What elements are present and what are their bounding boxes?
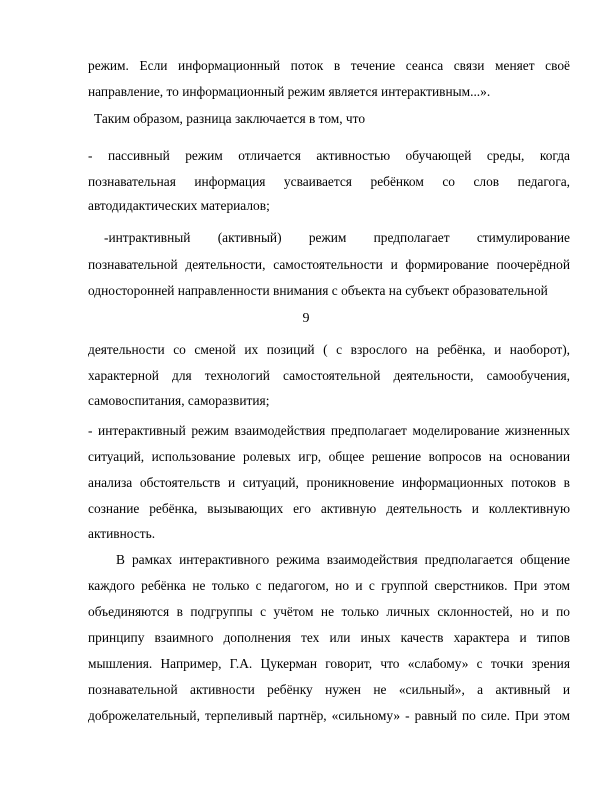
text-line: доброжелательный, терпеливый партнёр, «сильному» - равный по силе. При этом — [88, 708, 570, 723]
text-line: односторонней направленности внимания с объекта на субъект образовательной — [88, 283, 548, 298]
text-line: режим. Если информационный поток в течение сеанса связи меняет своё — [88, 58, 570, 73]
text-line: характерной для технологий самостоятельной деятельности, самообучения, — [88, 368, 570, 383]
text-line: анализа обстоятельств и ситуаций, проникновение информационных потоков в — [88, 475, 570, 490]
text-line: Таким образом, разница заключается в том, что — [94, 111, 366, 126]
text-line: -интрактивный (активный) режим предполагает стимулирование — [104, 230, 570, 245]
text-line: объединяются в подгруппы с учётом не только личных склонностей, но и по — [88, 604, 570, 619]
text-line: каждого ребёнка не только с педагогом, но и с группой сверстников. При этом — [88, 578, 570, 593]
text-line: деятельности со сменой их позиций ( с взрослого на ребёнка, и наоборот), — [88, 342, 570, 357]
page-number: 9 — [302, 311, 310, 326]
text-line: мышления. Например, Г.А. Цукерман говорит, что «слабому» с точки зрения — [88, 656, 570, 671]
text-line: познавательной деятельности, самостоятельности и формирование поочерёдной — [88, 257, 570, 272]
text-line: самовоспитания, саморазвития; — [88, 393, 270, 408]
text-line: принципу взаимного дополнения тех или иных качеств характера и типов — [88, 630, 570, 645]
text-line: автодидактических материалов; — [88, 198, 270, 213]
text-line: активность. — [88, 526, 156, 541]
text-line: познавательной активности ребёнку нужен не «сильный», а активный и — [88, 682, 570, 697]
text-line: сознание ребёнка, вызывающих его активную деятельность и коллективную — [88, 501, 570, 516]
text-line: ситуаций, использование ролевых игр, общее решение вопросов на основании — [88, 449, 570, 464]
text-line: направление, то информационный режим является интерактивным...». — [88, 84, 491, 99]
text-line: - пассивный режим отличается активностью обучающей среды, когда — [88, 148, 570, 163]
text-line: - интерактивный режим взаимодействия предполагает моделирование жизненных — [88, 423, 570, 438]
text-line: В рамках интерактивного режима взаимодействия предполагается общение — [116, 552, 570, 567]
text-line: познавательная информация усваивается ребёнком со слов педагога, — [88, 174, 570, 189]
